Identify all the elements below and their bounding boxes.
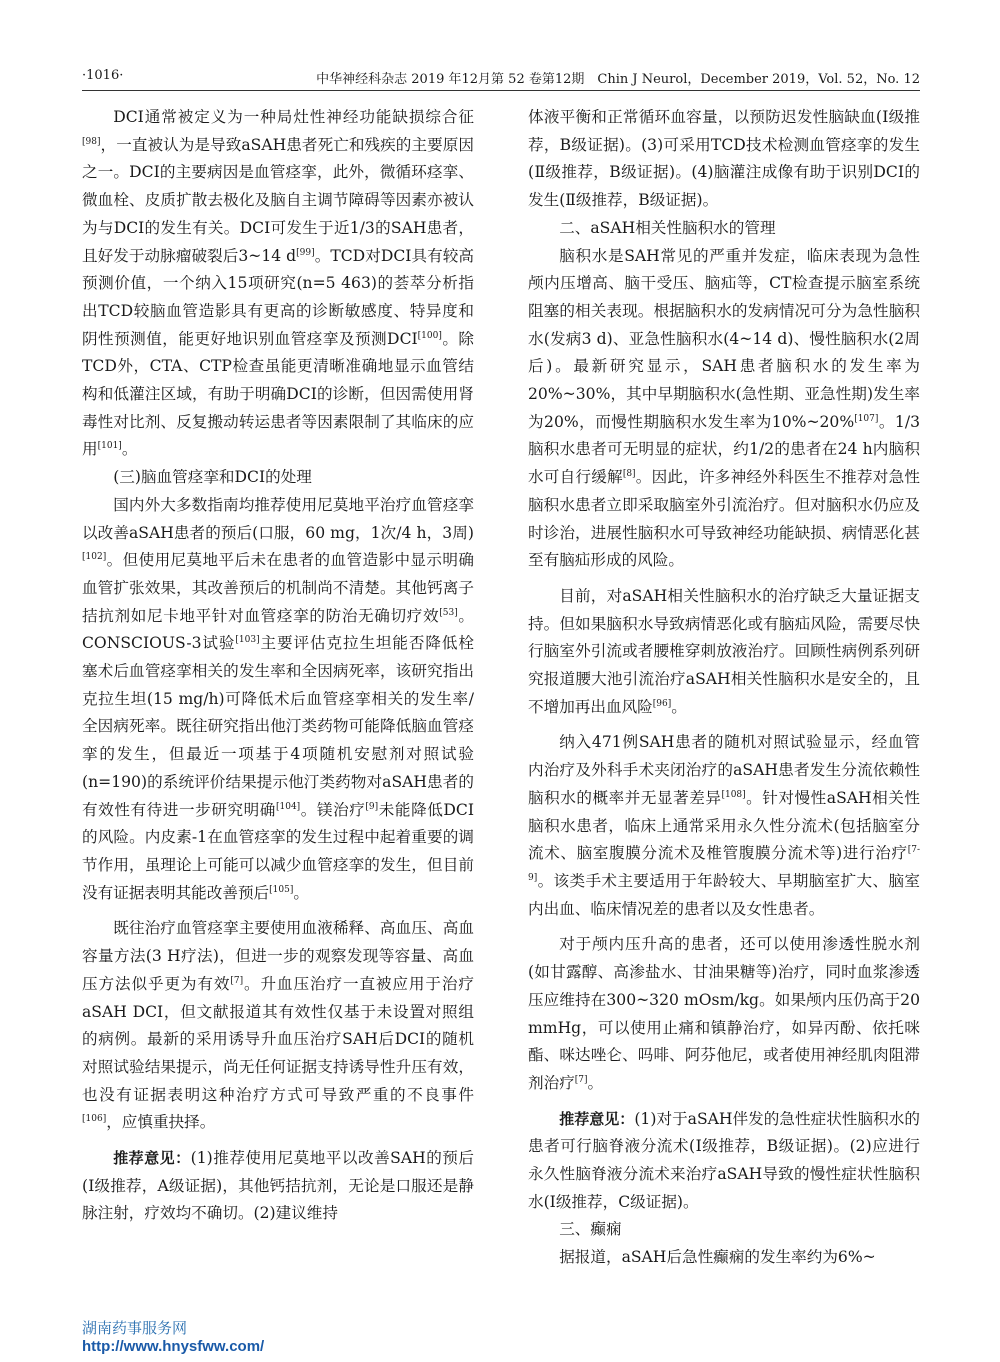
paragraph: 据报道，aSAH后急性癫痫的发生率约为6%~ [559, 1248, 876, 1267]
paragraph: 体液平衡和正常循环血容量，以预防迟发性脑缺血(Ⅰ级推荐，B级证据)。(3)可采用TCD技术检测血管痉挛的发生(Ⅱ级推荐，B级证据)。(4)脑灌注成像有助于识别DCI的发生(Ⅱ级推荐，B级证据)。 [528, 108, 920, 210]
header-rule [82, 90, 920, 91]
citation: [107] [854, 413, 879, 424]
recommendation: 推荐意见：(1)对于aSAH伴发的急性症状性脑积水的患者可行脑脊液分流术(Ⅰ级推荐，B级证据)。(2)应进行永久性脑脊液分流术来治疗aSAH导致的慢性症状性脑积水(Ⅰ级推荐，C级证据)。 [528, 1109, 920, 1211]
citation: [106] [82, 1114, 107, 1125]
citation: [7] [574, 1074, 588, 1085]
citation: [99] [296, 247, 315, 258]
journal-info: 中华神经科杂志 2019 年12月第 52 卷第12期 Chin J Neurol，December 2019，Vol. 52，No. 12 [316, 72, 920, 87]
citation: [53] [439, 607, 458, 618]
paragraph: DCI通常被定义为一种局灶性神经功能缺损综合征[98]，一直被认为是导致aSAH患者死亡和残疾的主要原因之一。DCI的主要病因是血管痉挛，此外，微循环痉挛、微血栓、皮质扩散去极化及脑自主调节障碍等因素亦被认为与DCI的发生有关。DCI可发生于近1/3的SAH患者，且好发于动脉瘤破裂后3~14 d[99]。TCD对DCI具有较高预测价值，一个纳入15项研究(n=5 463)的荟萃分析指出TCD较脑血管造影具有更高的诊断敏感度、特异度和阴性预测值，能更好地识别血管痉挛及预测DCI[100]。除TCD外，CTA、CTP检查虽能更清晰准确地显示血管结构和低灌注区域，有助于明确DCI的诊断，但因需使用肾毒性对比剂、反复搬动转运患者等因素限制了其临床的应用[101]。 [82, 108, 474, 459]
recommendation-label: 推荐意见： [113, 1149, 191, 1168]
citation: [103] [235, 635, 260, 646]
page-header [82, 64, 920, 88]
paragraph: 纳入471例SAH患者的随机对照试验显示，经血管内治疗及外科手术夹闭治疗的aSAH患者发生分流依赖性脑积水的概率并无显著差异[108]。针对慢性aSAH相关性脑积水患者，临床上通常采用永久性分流术(包括脑室分流术、脑室腹膜分流术及椎管腹膜分流术等)进行治疗[7-9]。该类手术主要适用于年龄较大、早期脑室扩大、脑室内出血、临床情况差的患者以及女性患者。 [528, 733, 920, 918]
paragraph: 目前，对aSAH相关性脑积水的治疗缺乏大量证据支持。但如果脑积水导致病情恶化或有脑疝风险，需要尽快行脑室外引流或者腰椎穿刺放液治疗。回顾性病例系列研究报道腰大池引流治疗aSAH相关性脑积水是安全的，且不增加再出血风险[96]。 [528, 586, 920, 716]
citation: [101] [97, 441, 122, 452]
citation: [104] [275, 801, 301, 812]
footer-watermark [82, 1320, 264, 1356]
page-number: ·1016· [82, 68, 124, 83]
paragraph: 脑积水是SAH常见的严重并发症，临床表现为急性颅内压增高、脑干受压、脑疝等，CT检查提示脑室系统阻塞的相关表现。根据脑积水的发病情况可分为急性脑积水(发病3 d)、亚急性脑积水(4~14 d)、慢性脑积水(2周后)。最新研究显示，SAH患者脑积水的发生率为20%~30%，其中早期脑积水(急性期、亚急性期)发生率为20%，而慢性期脑积水发生率为10%~20%[107]。1/3脑积水患者可无明显的症状，约1/2的患者在24 h内脑积水可自行缓解[8]。因此，许多神经外科医生不推荐对急性脑积水患者立即采取脑室外引流治疗。但对脑积水仍应及时诊治，进展性脑积水可导致神经功能缺损、病情恶化甚至有脑疝形成的风险。 [528, 246, 920, 570]
citation: [100] [417, 330, 442, 341]
section-heading: 三、癫痫 [559, 1220, 622, 1239]
recommendation: 推荐意见：(1)推荐使用尼莫地平以改善SAH的预后(Ⅰ级推荐，A级证据)，其他钙拮抗剂，无论是口服还是静脉注射，疗效均不确切。(2)建议维持 [82, 1149, 474, 1223]
section-heading: 二、aSAH相关性脑积水的管理 [559, 218, 776, 237]
paragraph: 既往治疗血管痉挛主要使用血液稀释、高血压、高血容量方法(3 H疗法)，但进一步的观察发现等容量、高血压方法似乎更为有效[7]。升血压治疗一直被应用于治疗aSAH DCI，但文献报道其有效性仅基于未设置对照组的病例。最新的采用诱导升血压治疗SAH后DCI的随机对照试验结果提示，尚无任何证据支持诱导性升压有效，也没有证据表明这种治疗方式可导致严重的不良事件[106]，应慎重抉择。 [82, 919, 474, 1132]
citation: [7] [230, 975, 244, 986]
citation: [102] [82, 552, 107, 563]
citation: [96] [652, 698, 672, 709]
citation: [7-9] [528, 845, 920, 883]
watermark-url-link[interactable]: http://www.hnysfww.com/ [82, 1338, 265, 1355]
section-heading: (三)脑血管痉挛和DCI的处理 [113, 468, 312, 487]
citation: [108] [721, 789, 746, 800]
watermark-site-name: 湖南药事服务网 [82, 1320, 188, 1337]
citation: [8] [622, 468, 636, 479]
recommendation-label: 推荐意见： [559, 1109, 635, 1128]
citation: [9] [365, 801, 379, 812]
left-column [82, 104, 474, 1228]
paragraph: 对于颅内压升高的患者，还可以使用渗透性脱水剂(如甘露醇、高渗盐水、甘油果糖等)治疗，同时血浆渗透压应维持在300~320 mOsm/kg。如果颅内压仍高于20 mmHg，可以使用止痛和镇静治疗，如异丙酚、依托咪酯、咪达唑仑、吗啡、阿芬他尼，或者使用神经肌肉阻滞剂治疗[7]。 [528, 935, 920, 1092]
right-column [528, 104, 920, 1272]
citation: [98] [82, 136, 101, 147]
paragraph: 国内外大多数指南均推荐使用尼莫地平治疗血管痉挛以改善aSAH患者的预后(口服，60 mg，1次/4 h，3周)[102]。但使用尼莫地平后未在患者的血管造影中显示明确血管扩张效果，其改善预后的机制尚不清楚。其他钙离子拮抗剂如尼卡地平针对血管痉挛的防治无确切疗效[53]。CONSCIOUS-3试验[103]主要评估克拉生坦能否降低栓塞术后血管痉挛相关的发生率和全因病死率，该研究指出克拉生坦(15 mg/h)可降低术后血管痉挛相关的发生率/全因病死率。既往研究指出他汀类药物可能降低脑血管痉挛的发生，但最近一项基于4项随机安慰剂对照试验(n=190)的系统评价结果提示他汀类药物对aSAH患者的有效性有待进一步研究明确[104]。镁治疗[9]未能降低DCI的风险。内皮素-1在血管痉挛的发生过程中起着重要的调节作用，虽理论上可能可以减少血管痉挛的发生，但目前没有证据表明其能改善预后[105]。 [82, 495, 474, 902]
citation: [105] [269, 884, 294, 895]
